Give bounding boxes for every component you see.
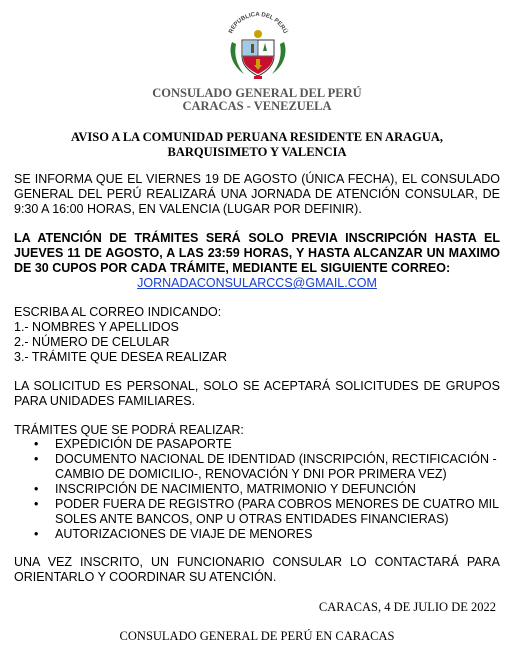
bullet-icon: • (34, 482, 39, 496)
consulate-location: CARACAS - VENEZUELA (182, 99, 332, 113)
seal-text: REPUBLICA DEL PERÚ (228, 11, 288, 35)
instruction-item: 1.- NOMBRES Y APELLIDOS (14, 320, 179, 334)
tramite-item-label: DOCUMENTO NACIONAL DE IDENTIDAD (INSCRIPCIÓN, RECTIFICACIÓN -CAMBIO DE DOMICILIO-, RENOVACIÓN Y DNI POR PRIMERA VEZ) (55, 452, 497, 481)
document-date: CARACAS, 4 DE JULIO DE 2022 (318, 600, 496, 614)
tramite-item (14, 527, 500, 542)
tramite-item (14, 482, 500, 497)
tramite-item-label: EXPEDICIÓN DE PASAPORTE (55, 437, 232, 451)
email-link[interactable]: JORNADACONSULARCCS@GMAIL.COM (137, 276, 377, 290)
paragraph-registration: LA ATENCIÓN DE TRÁMITES SERÁ SOLO PREVIA INSCRIPCIÓN HASTA EL JUEVES 11 DE AGOSTO, A LAS 23:59 HORAS, Y HASTA ALCANZAR UN MAXIMO DE 30 CUPOS POR CADA TRÁMITE, MEDIANTE EL SIGUIENTE CORREO: (14, 231, 500, 275)
notice-title (30, 130, 484, 160)
tramites-intro: TRÁMITES QUE SE PODRÁ REALIZAR: (14, 423, 244, 437)
instructions-intro: ESCRIBA AL CORREO INDICANDO: (14, 305, 222, 319)
notice-title-line1: AVISO A LA COMUNIDAD PERUANA RESIDENTE EN ARAGUA, (70, 130, 444, 144)
tramite-item-label: PODER FUERA DE REGISTRO (PARA COBROS MENORES DE CUATRO MIL SOLES ANTE BANCOS, ONP U OTRAS ENTIDADES FINANCIERAS) (55, 497, 499, 526)
tramite-item (14, 497, 500, 527)
footer-signature: CONSULADO GENERAL DE PERÚ EN CARACAS (119, 629, 395, 643)
notice-title-line2: BARQUISIMETO Y VALENCIA (167, 145, 347, 159)
bullet-icon: • (34, 437, 39, 451)
paragraph-personal-request: LA SOLICITUD ES PERSONAL, SOLO SE ACEPTARÁ SOLICITUDES DE GRUPOS PARA UNIDADES FAMILIARES. (14, 379, 500, 408)
coat-of-arms-seal (218, 4, 298, 84)
tramite-item-label: AUTORIZACIONES DE VIAJE DE MENORES (55, 527, 313, 541)
instruction-item: 3.- TRÁMITE QUE DESEA REALIZAR (14, 350, 228, 364)
tramites-list (14, 437, 500, 542)
bullet-icon: • (34, 527, 39, 541)
tramite-item (14, 452, 500, 482)
consulate-heading: CONSULADO GENERAL DEL PERÚ (152, 86, 362, 100)
bullet-icon: • (34, 497, 39, 511)
instruction-item: 2.- NÚMERO DE CELULAR (14, 335, 170, 349)
paragraph-announcement: SE INFORMA QUE EL VIERNES 19 DE AGOSTO (ÚNICA FECHA), EL CONSULADO GENERAL DEL PERÚ REALIZARÁ UNA JORNADA DE ATENCIÓN CONSULAR, DE 9:30 A 16:00 HORAS, EN VALENCIA (LUGAR POR DEFINIR). (14, 172, 500, 216)
tramite-item-label: INSCRIPCIÓN DE NACIMIENTO, MATRIMONIO Y DEFUNCIÓN (55, 482, 416, 496)
bullet-icon: • (34, 452, 39, 466)
paragraph-contact: UNA VEZ INSCRITO, UN FUNCIONARIO CONSULAR LO CONTACTARÁ PARA ORIENTARLO Y COORDINAR SU ATENCIÓN. (14, 555, 500, 584)
tramite-item (14, 437, 500, 452)
